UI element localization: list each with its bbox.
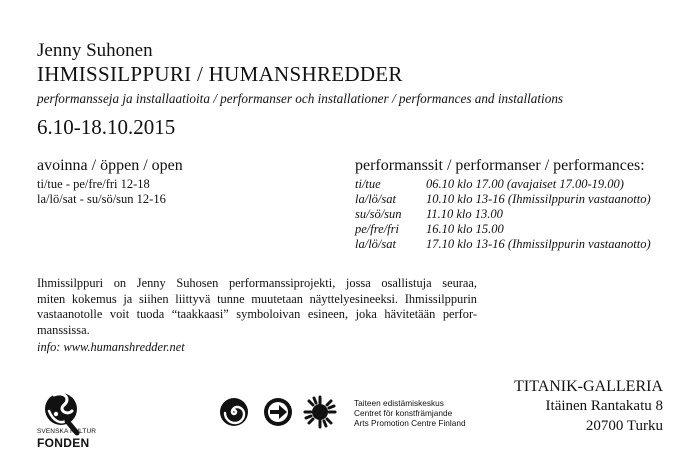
- performance-time: 10.10 klo 13-16 (Ihmissilppurin vastaanotto): [426, 192, 651, 206]
- description-line: Ihmissilppuri on Jenny Suhosen performanssiprojekti, jossa osallistuja seuraa,: [37, 276, 477, 290]
- exhibition-subtitle: performansseja ja installaatioita / performanser och installationer / performances and installations: [37, 91, 564, 106]
- skf-logo-text: SVENSKA KULTUR: [37, 428, 97, 435]
- gallery-street: Itäinen Rantakatu 8: [545, 398, 663, 414]
- info-link[interactable]: info: www.humanshredder.net: [37, 340, 185, 354]
- arts-promotion-text: Taiteen edistämiskeskus: [354, 398, 444, 408]
- exhibition-title: IHMISSILPPURI / HUMANSHREDDER: [37, 62, 403, 86]
- performance-day: ti/tue: [355, 177, 381, 191]
- description-line: manssissa.: [37, 322, 90, 337]
- opening-heading: avoinna / öppen / open: [37, 157, 183, 174]
- arts-promotion-text: Centret för konstfrämjande: [354, 408, 453, 418]
- performance-time: 17.10 klo 13-16 (Ihmissilppurin vastaanotto): [426, 237, 651, 251]
- opening-line: la/lö/sat - su/sö/sun 12-16: [37, 192, 166, 206]
- performance-day: la/lö/sat: [355, 237, 396, 251]
- sun-icon: [303, 395, 337, 429]
- spiral-icon: [219, 397, 249, 427]
- performances-heading: performanssit / performanser / performances:: [355, 157, 645, 174]
- description-paragraph: [37, 276, 477, 338]
- description-line: miten kokemus ja siihen liittyvä tunne muutetaan näyttelyesineeksi. Ihmissilppurin: [37, 291, 477, 306]
- performance-time: 11.10 klo 13.00: [426, 207, 503, 221]
- arts-promotion-text: Arts Promotion Centre Finland: [354, 418, 466, 428]
- gallery-name: TITANIK-GALLERIA: [514, 378, 663, 395]
- gallery-city: 20700 Turku: [585, 418, 663, 434]
- performance-time: 06.10 klo 17.00 (avajaiset 17.00-19.00): [426, 177, 624, 191]
- skf-logo-text: FONDEN: [37, 436, 90, 450]
- exhibition-dates: 6.10-18.10.2015: [37, 115, 176, 139]
- opening-line: ti/tue - pe/fre/fri 12-18: [37, 177, 150, 191]
- description-line: vastaanotolle voit tuoda “taakkaasi” symboloivan esineen, joka hävitetään perfor-: [37, 307, 477, 322]
- arrow-circle-icon: [263, 397, 293, 427]
- artist-name: Jenny Suhonen: [37, 40, 153, 61]
- performance-day: pe/fre/fri: [355, 222, 399, 236]
- performance-day: su/sö/sun: [355, 207, 402, 221]
- performance-time: 16.10 klo 15.00: [426, 222, 504, 236]
- performance-day: la/lö/sat: [355, 192, 396, 206]
